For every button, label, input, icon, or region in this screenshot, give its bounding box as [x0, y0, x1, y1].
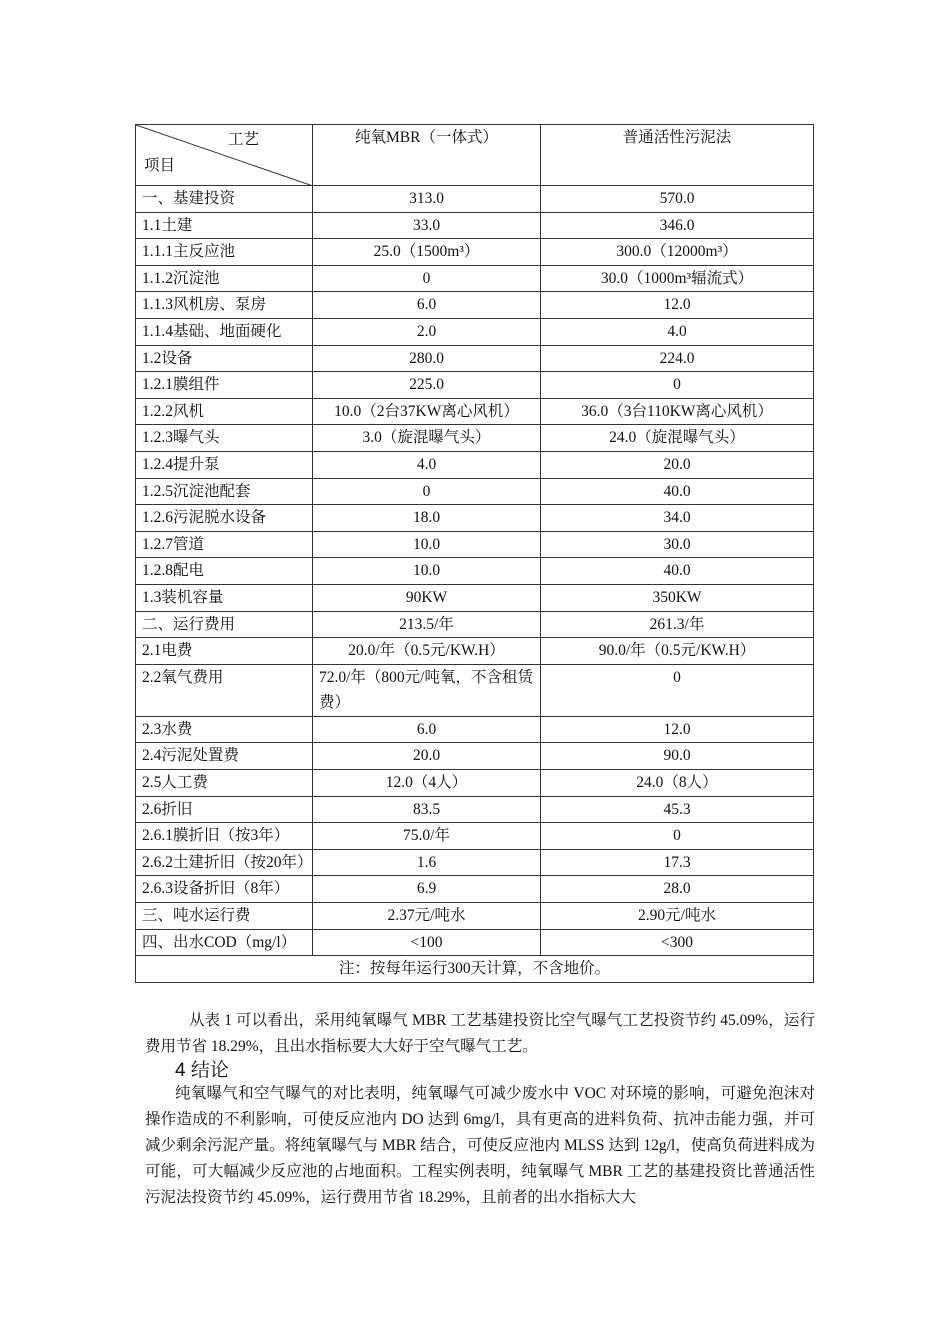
cell-activated-sludge: 24.0（旋混曝气头） — [541, 425, 814, 452]
table-row — [136, 292, 814, 319]
cell-activated-sludge: 0 — [541, 823, 814, 850]
cell-pure-oxygen-mbr: 6.0 — [313, 292, 541, 319]
cell-activated-sludge: 45.3 — [541, 796, 814, 823]
table-row — [136, 796, 814, 823]
row-item-label: 2.6.1膜折旧（按3年） — [136, 823, 313, 850]
paragraph-conclusion: 纯氧曝气和空气曝气的对比表明，纯氧曝气可减少废水中 VOC 对环境的影响，可避免泡沫对操作造成的不利影响，可使反应池内 DO 达到 6mg/l，具有更高的进料负荷、抗冲击能力强，并可减少剩余污泥产量。将纯氧曝气与 MBR 结合，可使反应池内 MLSS 达到 12g/l，使高负荷进料成为可能，可大幅减少反应池的占地面积。工程实例表明，纯氧曝气 MBR 工艺的基建投资比普通活性污泥法投资节约 45.09%，运行费用节省 18.29%，且前者的出水指标大大 — [145, 1085, 815, 1206]
cell-pure-oxygen-mbr: 0 — [313, 478, 541, 505]
row-item-label: 1.2.6污泥脱水设备 — [136, 505, 313, 532]
table-row — [136, 265, 814, 292]
table-row — [136, 903, 814, 930]
cell-pure-oxygen-mbr: 313.0 — [313, 186, 541, 213]
cell-activated-sludge: 300.0（12000m³） — [541, 239, 814, 266]
cell-pure-oxygen-mbr: 18.0 — [313, 505, 541, 532]
cell-pure-oxygen-mbr: 90KW — [313, 584, 541, 611]
row-item-label: 1.1土建 — [136, 212, 313, 239]
table-row — [136, 212, 814, 239]
cell-activated-sludge: 24.0（8人） — [541, 770, 814, 797]
cell-activated-sludge: 30.0 — [541, 531, 814, 558]
corner-label-item: 项目 — [144, 157, 176, 174]
cell-pure-oxygen-mbr: 83.5 — [313, 796, 541, 823]
row-item-label: 1.3装机容量 — [136, 584, 313, 611]
cell-activated-sludge: 40.0 — [541, 558, 814, 585]
table-row — [136, 372, 814, 399]
table-row — [136, 531, 814, 558]
row-item-label: 二、运行费用 — [136, 611, 313, 638]
cell-activated-sludge: 12.0 — [541, 716, 814, 743]
row-item-label: 1.2.4提升泵 — [136, 451, 313, 478]
table-row — [136, 929, 814, 956]
row-item-label: 2.1电费 — [136, 638, 313, 665]
cell-activated-sludge: 12.0 — [541, 292, 814, 319]
cell-pure-oxygen-mbr: 1.6 — [313, 849, 541, 876]
cell-activated-sludge: 30.0（1000m³辐流式） — [541, 265, 814, 292]
row-item-label: 1.2.2风机 — [136, 398, 313, 425]
row-item-label: 1.2.1膜组件 — [136, 372, 313, 399]
cell-pure-oxygen-mbr: 10.0 — [313, 531, 541, 558]
row-item-label: 1.2.3曝气头 — [136, 425, 313, 452]
cell-pure-oxygen-mbr: 12.0（4人） — [313, 770, 541, 797]
row-item-label: 1.2设备 — [136, 345, 313, 372]
table-row — [136, 770, 814, 797]
cell-activated-sludge: 20.0 — [541, 451, 814, 478]
table-row — [136, 823, 814, 850]
cell-activated-sludge: 0 — [541, 664, 814, 716]
cell-activated-sludge: 261.3/年 — [541, 611, 814, 638]
table-row — [136, 425, 814, 452]
cell-pure-oxygen-mbr: 75.0/年 — [313, 823, 541, 850]
table-row — [136, 876, 814, 903]
table-row — [136, 239, 814, 266]
cell-pure-oxygen-mbr: 213.5/年 — [313, 611, 541, 638]
cell-pure-oxygen-mbr: 2.37元/吨水 — [313, 903, 541, 930]
cell-activated-sludge: 570.0 — [541, 186, 814, 213]
table-row — [136, 318, 814, 345]
row-item-label: 2.5人工费 — [136, 770, 313, 797]
table-row — [136, 849, 814, 876]
cell-pure-oxygen-mbr: 10.0 — [313, 558, 541, 585]
diagonal-header-cell — [136, 125, 313, 186]
cell-pure-oxygen-mbr: 225.0 — [313, 372, 541, 399]
cell-activated-sludge: <300 — [541, 929, 814, 956]
table-row — [136, 743, 814, 770]
cell-pure-oxygen-mbr: 72.0/年（800元/吨氧，不含租赁费） — [313, 664, 541, 716]
cell-activated-sludge: 36.0（3台110KW离心风机） — [541, 398, 814, 425]
row-item-label: 四、出水COD（mg/l） — [136, 929, 313, 956]
cell-pure-oxygen-mbr: 33.0 — [313, 212, 541, 239]
table-row — [136, 584, 814, 611]
row-item-label: 1.1.3风机房、泵房 — [136, 292, 313, 319]
table-row — [136, 478, 814, 505]
table-row — [136, 638, 814, 665]
cell-activated-sludge: 17.3 — [541, 849, 814, 876]
table-row — [136, 345, 814, 372]
row-item-label: 三、吨水运行费 — [136, 903, 313, 930]
cell-pure-oxygen-mbr: 10.0（2台37KW离心风机） — [313, 398, 541, 425]
cell-activated-sludge: 34.0 — [541, 505, 814, 532]
cell-pure-oxygen-mbr: 20.0 — [313, 743, 541, 770]
cell-pure-oxygen-mbr: <100 — [313, 929, 541, 956]
row-item-label: 1.1.2沉淀池 — [136, 265, 313, 292]
table-row — [136, 558, 814, 585]
row-item-label: 2.6.3设备折旧（8年） — [136, 876, 313, 903]
table-note-row — [136, 956, 814, 983]
table-note: 注：按每年运行300天计算，不含地价。 — [136, 956, 814, 983]
row-item-label: 1.1.1主反应池 — [136, 239, 313, 266]
row-item-label: 2.2氧气费用 — [136, 664, 313, 716]
cell-pure-oxygen-mbr: 6.9 — [313, 876, 541, 903]
table-row — [136, 716, 814, 743]
comparison-table — [135, 124, 814, 983]
table-row — [136, 505, 814, 532]
paragraph-table-summary: 从表 1 可以看出，采用纯氧曝气 MBR 工艺基建投资比空气曝气工艺投资节约 45.09%，运行费用节省 18.29%，且出水指标要大大好于空气曝气工艺。 — [145, 1012, 815, 1055]
table-row — [136, 398, 814, 425]
row-item-label: 2.6.2土建折旧（按20年） — [136, 849, 313, 876]
cell-activated-sludge: 4.0 — [541, 318, 814, 345]
cell-activated-sludge: 40.0 — [541, 478, 814, 505]
row-item-label: 一、基建投资 — [136, 186, 313, 213]
cell-pure-oxygen-mbr: 280.0 — [313, 345, 541, 372]
cell-pure-oxygen-mbr: 6.0 — [313, 716, 541, 743]
cell-activated-sludge: 90.0/年（0.5元/KW.H） — [541, 638, 814, 665]
cell-pure-oxygen-mbr: 20.0/年（0.5元/KW.H） — [313, 638, 541, 665]
row-item-label: 1.2.7管道 — [136, 531, 313, 558]
cell-activated-sludge: 90.0 — [541, 743, 814, 770]
table-row — [136, 451, 814, 478]
section-heading-conclusion: 4 结论 — [175, 1060, 229, 1081]
cell-pure-oxygen-mbr: 0 — [313, 265, 541, 292]
cell-activated-sludge: 224.0 — [541, 345, 814, 372]
cell-pure-oxygen-mbr: 2.0 — [313, 318, 541, 345]
cell-activated-sludge: 346.0 — [541, 212, 814, 239]
row-item-label: 1.2.8配电 — [136, 558, 313, 585]
row-item-label: 1.2.5沉淀池配套 — [136, 478, 313, 505]
cell-activated-sludge: 350KW — [541, 584, 814, 611]
row-item-label: 2.4污泥处置费 — [136, 743, 313, 770]
cell-activated-sludge: 2.90元/吨水 — [541, 903, 814, 930]
cell-activated-sludge: 28.0 — [541, 876, 814, 903]
column-header-pure-oxygen-mbr: 纯氧MBR（一体式） — [313, 125, 541, 186]
cell-pure-oxygen-mbr: 3.0（旋混曝气头） — [313, 425, 541, 452]
cell-activated-sludge: 0 — [541, 372, 814, 399]
row-item-label: 1.1.4基础、地面硬化 — [136, 318, 313, 345]
cell-pure-oxygen-mbr: 25.0（1500m³） — [313, 239, 541, 266]
row-item-label: 2.3水费 — [136, 716, 313, 743]
row-item-label: 2.6折旧 — [136, 796, 313, 823]
table-row — [136, 186, 814, 213]
corner-label-process: 工艺 — [228, 131, 260, 148]
table-row — [136, 664, 814, 716]
table-row — [136, 611, 814, 638]
column-header-activated-sludge: 普通活性污泥法 — [541, 125, 814, 186]
table-header-row — [136, 125, 814, 186]
cell-pure-oxygen-mbr: 4.0 — [313, 451, 541, 478]
